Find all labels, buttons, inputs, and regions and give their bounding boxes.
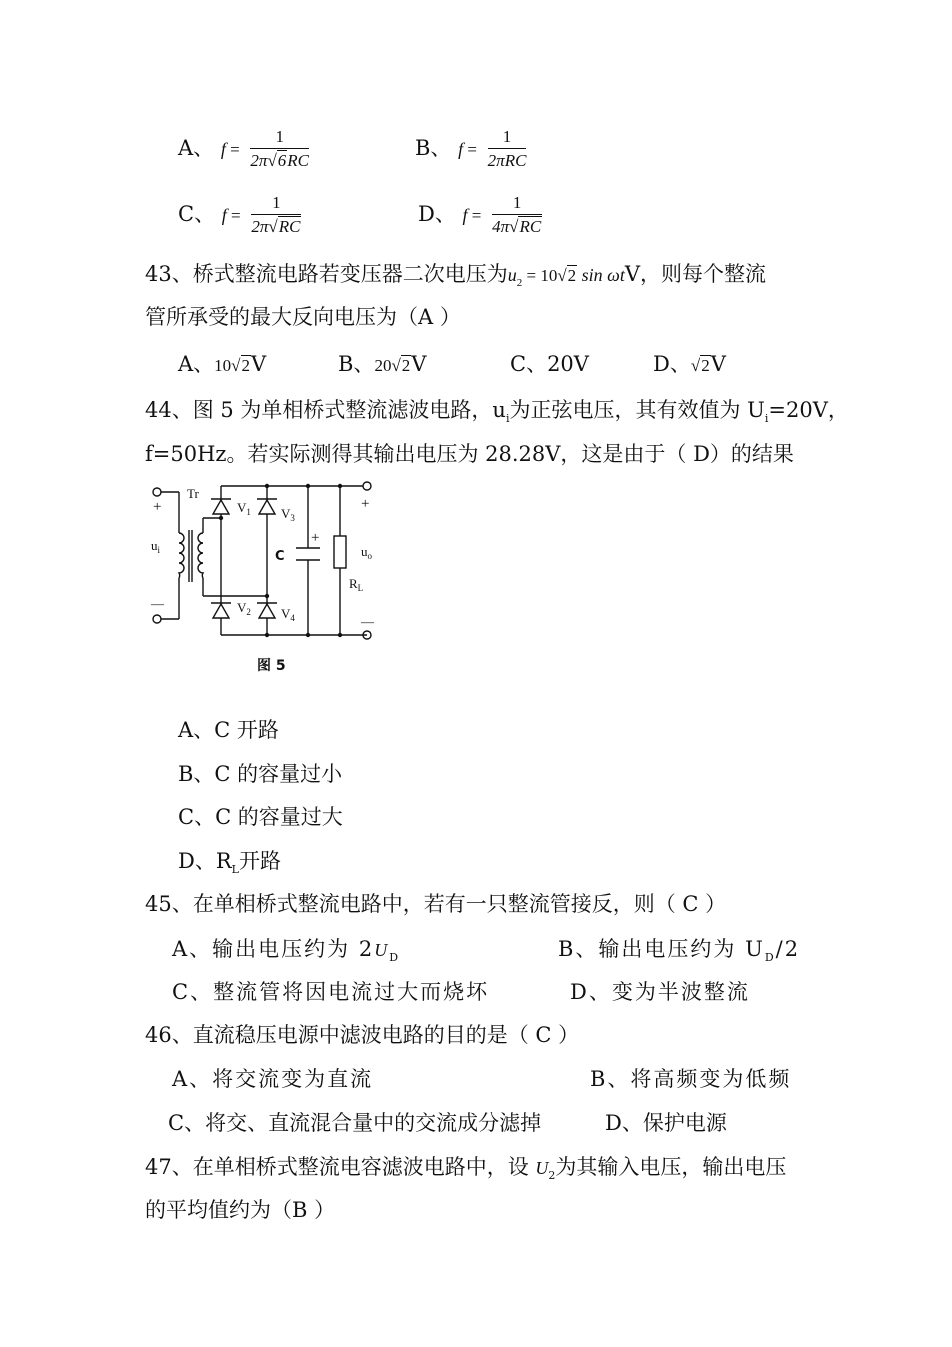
math-mid: = 10 bbox=[522, 266, 558, 285]
circuit-diagram bbox=[145, 478, 385, 648]
q45-option-b bbox=[558, 935, 800, 972]
numerator: 1 bbox=[512, 193, 522, 212]
q43-text-b: V，则每个整流 bbox=[624, 262, 767, 286]
option-unit: V bbox=[251, 352, 267, 376]
q44-line2: f=50Hz。若实际测得其输出电压为 28.28V，这是由于（ D）的结果 bbox=[145, 442, 794, 466]
option-label: A、 bbox=[178, 352, 215, 376]
q44-option-d bbox=[178, 847, 281, 884]
numerator: 1 bbox=[502, 127, 512, 146]
transformer-secondary bbox=[198, 533, 203, 578]
math-u: U bbox=[535, 1158, 549, 1178]
radicand: 2 bbox=[567, 266, 577, 285]
q45-stem: 45、在单相桥式整流电路中，若有一只整流管接反，则（ C ） bbox=[145, 892, 727, 916]
input-terminal-bottom bbox=[153, 615, 161, 623]
math-eq: = bbox=[467, 206, 482, 225]
fraction bbox=[250, 126, 309, 173]
label-v4: $V_4$ bbox=[281, 606, 295, 623]
q42-option-b bbox=[415, 126, 526, 173]
q43-line1: 43、桥式整流电路若变压器二次电压为$u_2 = 10√2$ sin ωtV，则每个整流 bbox=[145, 262, 767, 290]
option-unit: V bbox=[710, 352, 726, 376]
label-c: C bbox=[275, 549, 285, 564]
math-f: f bbox=[462, 205, 468, 225]
q44-option-b: B、C 的容量过小 bbox=[178, 762, 343, 786]
label-v2: $V_2$ bbox=[237, 600, 251, 617]
q46-stem: 46、直流稳压电源中滤波电路的目的是（ C ） bbox=[145, 1023, 580, 1047]
output-terminal-top bbox=[363, 482, 371, 490]
option-label: A、 bbox=[178, 136, 215, 160]
radicand: 6 bbox=[277, 151, 287, 170]
option-d-pre: D、R bbox=[178, 849, 232, 873]
label-minus-out: — bbox=[361, 614, 374, 629]
load-resistor bbox=[334, 536, 346, 568]
den-pre: 2π bbox=[250, 151, 268, 170]
option-label: B、 bbox=[415, 136, 452, 160]
option-label: B、 bbox=[338, 352, 375, 376]
q47-line1 bbox=[145, 1153, 786, 1190]
q46-option-d: D、保护电源 bbox=[605, 1111, 727, 1135]
label-minus-in: — bbox=[151, 596, 164, 611]
q47-sub: 2 bbox=[548, 1169, 556, 1183]
q44-line1 bbox=[145, 396, 849, 433]
math-f: f bbox=[220, 139, 226, 159]
q43-option-b: B、20√2V bbox=[338, 352, 427, 376]
label-v3: $V_3$ bbox=[281, 506, 295, 523]
math-u: U bbox=[374, 940, 390, 960]
q46-option-c: C、将交、直流混合量中的交流成分滤掉 bbox=[168, 1111, 542, 1135]
option-pre: 10 bbox=[214, 356, 232, 375]
q46-option-b: B、将高频变为低频 bbox=[590, 1067, 792, 1091]
label-rl: $R_L$ bbox=[349, 576, 364, 593]
q44-text-b: 为正弦电压，其有效值为 U bbox=[509, 398, 765, 422]
label-uo: $u_o$ bbox=[361, 544, 372, 561]
q45-option-c: C、整流管将因电流过大而烧坏 bbox=[172, 980, 490, 1004]
figure-caption: 图 5 bbox=[257, 658, 286, 674]
label-c-plus: + bbox=[311, 530, 320, 546]
q43-option-c: C、20V bbox=[510, 352, 589, 376]
fraction bbox=[488, 126, 527, 173]
diode-v3 bbox=[257, 499, 277, 514]
option-b-pre: B、输出电压约为 U bbox=[558, 937, 765, 961]
q43-option-d: D、√2V bbox=[653, 352, 726, 376]
fraction bbox=[251, 192, 301, 239]
numerator: 1 bbox=[275, 127, 284, 146]
label-v1: $V_1$ bbox=[237, 500, 251, 517]
den-pre: 4π bbox=[492, 217, 510, 236]
math-eq: = bbox=[463, 140, 477, 159]
option-unit: V bbox=[411, 352, 427, 376]
label-ui: $u_i$ bbox=[151, 538, 161, 555]
denominator: 2π√RC bbox=[251, 217, 301, 236]
option-a-sub: D bbox=[389, 951, 401, 965]
math-f: f bbox=[458, 139, 464, 159]
math-eq: = bbox=[226, 206, 241, 225]
option-b-sub: D bbox=[764, 951, 776, 965]
den-post: RC bbox=[287, 151, 310, 170]
fraction bbox=[492, 192, 542, 239]
math-eq: = bbox=[225, 140, 240, 159]
q43-option-a: A、10√2V bbox=[178, 352, 267, 376]
option-d-sub: L bbox=[231, 863, 239, 877]
math-u: u bbox=[507, 265, 517, 285]
q47-text-a: 47、在单相桥式整流电容滤波电路中，设 bbox=[145, 1155, 536, 1179]
option-d-post: 开路 bbox=[238, 849, 281, 873]
input-terminal-top bbox=[153, 488, 161, 496]
option-a-pre: A、输出电压约为 2 bbox=[172, 937, 375, 961]
diode-v4 bbox=[257, 603, 277, 618]
label-tr: Tr bbox=[187, 486, 199, 501]
den-pre: 2π bbox=[251, 217, 269, 236]
q44-option-a: A、C 开路 bbox=[178, 718, 279, 742]
numerator: 1 bbox=[272, 193, 281, 212]
q43-line2: 管所承受的最大反向电压为（A ） bbox=[145, 305, 461, 329]
math-end: sin ωt bbox=[577, 265, 625, 285]
option-label: D、 bbox=[418, 202, 456, 226]
q46-option-a: A、将交流变为直流 bbox=[172, 1067, 374, 1091]
option-label: C、 bbox=[178, 202, 216, 226]
q45-option-a bbox=[172, 935, 400, 972]
option-pre: 20 bbox=[374, 356, 392, 375]
radicand: 2 bbox=[701, 356, 710, 375]
radicand: RC bbox=[519, 217, 542, 236]
q47-line2: 的平均值约为（B ） bbox=[145, 1198, 336, 1222]
q42-option-d bbox=[418, 192, 542, 239]
option-b-post: /2 bbox=[775, 937, 801, 961]
q42-option-a bbox=[178, 126, 309, 173]
q44-sub2: i bbox=[764, 412, 769, 426]
q42-option-c bbox=[178, 192, 301, 239]
radicand: 2 bbox=[401, 356, 411, 375]
q44-text-c: =20V， bbox=[768, 398, 849, 422]
q44-text-a: 44、图 5 为单相桥式整流滤波电路，u bbox=[145, 398, 506, 422]
transformer-primary bbox=[179, 533, 184, 578]
denominator: 4π√RC bbox=[492, 217, 542, 236]
label-plus-out: + bbox=[361, 496, 370, 512]
option-label: D、 bbox=[653, 352, 691, 376]
q44-sub: i bbox=[505, 412, 510, 426]
label-plus-in: + bbox=[153, 499, 162, 515]
q44-option-c: C、C 的容量过大 bbox=[178, 805, 343, 829]
q45-option-d: D、变为半波整流 bbox=[570, 980, 750, 1004]
radicand: 2 bbox=[241, 356, 251, 375]
math-f: f bbox=[221, 205, 227, 225]
radicand: RC bbox=[278, 217, 301, 236]
diode-v1 bbox=[211, 499, 231, 514]
denominator: 2π√6RC bbox=[250, 151, 310, 170]
q47-text-b: 为其输入电压，输出电压 bbox=[555, 1155, 787, 1179]
q43-text-a: 43、桥式整流电路若变压器二次电压为 bbox=[145, 262, 508, 286]
math-sub: 2 bbox=[516, 277, 523, 290]
diode-v2 bbox=[211, 603, 231, 618]
denominator: 2πRC bbox=[487, 151, 527, 170]
